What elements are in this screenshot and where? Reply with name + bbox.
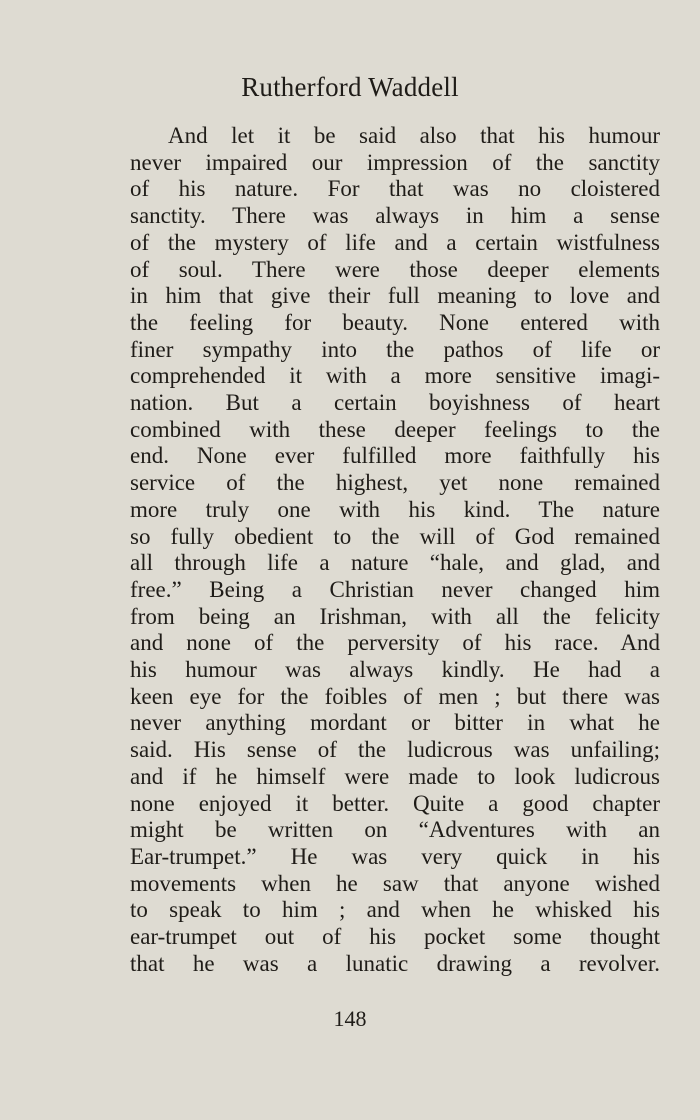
- text-line: And let it be said also that his humour: [168, 123, 660, 148]
- page-number: 148: [333, 1006, 367, 1031]
- text-line: and if he himself were made to look ludicrous: [130, 763, 660, 789]
- body-paragraph: [130, 123, 660, 978]
- text-line: never anything mordant or bitter in what he: [130, 710, 660, 736]
- text-line: combined with these deeper feelings to the: [130, 416, 660, 442]
- text-line: comprehended it with a more sensitive imagi-: [130, 363, 660, 389]
- text-line: of the mystery of life and a certain wistfulness: [130, 229, 660, 255]
- text-line: sanctity. There was always in him a sense: [130, 203, 660, 229]
- text-line: in him that give their full meaning to love and: [130, 283, 660, 309]
- text-line: never impaired our impression of the sanctity: [130, 149, 660, 175]
- text-line: movements when he saw that anyone wished: [130, 870, 660, 896]
- text-line: keen eye for the foibles of men ; but there was: [130, 683, 660, 709]
- text-line: ear-trumpet out of his pocket some thought: [130, 924, 660, 950]
- text-line: free.” Being a Christian never changed him: [130, 576, 660, 602]
- text-line: finer sympathy into the pathos of life or: [130, 336, 660, 362]
- text-line: Ear-trumpet.” He was very quick in his: [130, 843, 660, 869]
- text-line: none enjoyed it better. Quite a good chapter: [130, 790, 660, 816]
- text-line: of soul. There were those deeper elements: [130, 256, 660, 282]
- text-line: his humour was always kindly. He had a: [130, 657, 660, 683]
- text-line: all through life a nature “hale, and glad, and: [130, 550, 660, 576]
- text-line: to speak to him ; and when he whisked his: [130, 897, 660, 923]
- text-line: so fully obedient to the will of God remained: [130, 523, 660, 549]
- text-line: that he was a lunatic drawing a revolver.: [130, 950, 660, 976]
- text-line: end. None ever fulfilled more faithfully his: [130, 443, 660, 469]
- text-line: more truly one with his kind. The nature: [130, 496, 660, 522]
- text-line: said. His sense of the ludicrous was unfailing;: [130, 737, 660, 763]
- text-line: might be written on “Adventures with an: [130, 817, 660, 843]
- running-head: Rutherford Waddell: [241, 72, 459, 102]
- text-line: from being an Irishman, with all the felicity: [130, 603, 660, 629]
- text-line: and none of the perversity of his race. And: [130, 630, 660, 656]
- text-line: service of the highest, yet none remained: [130, 470, 660, 496]
- text-line: nation. But a certain boyishness of heart: [130, 390, 660, 416]
- text-line: of his nature. For that was no cloistered: [130, 176, 660, 202]
- text-line: the feeling for beauty. None entered with: [130, 309, 660, 335]
